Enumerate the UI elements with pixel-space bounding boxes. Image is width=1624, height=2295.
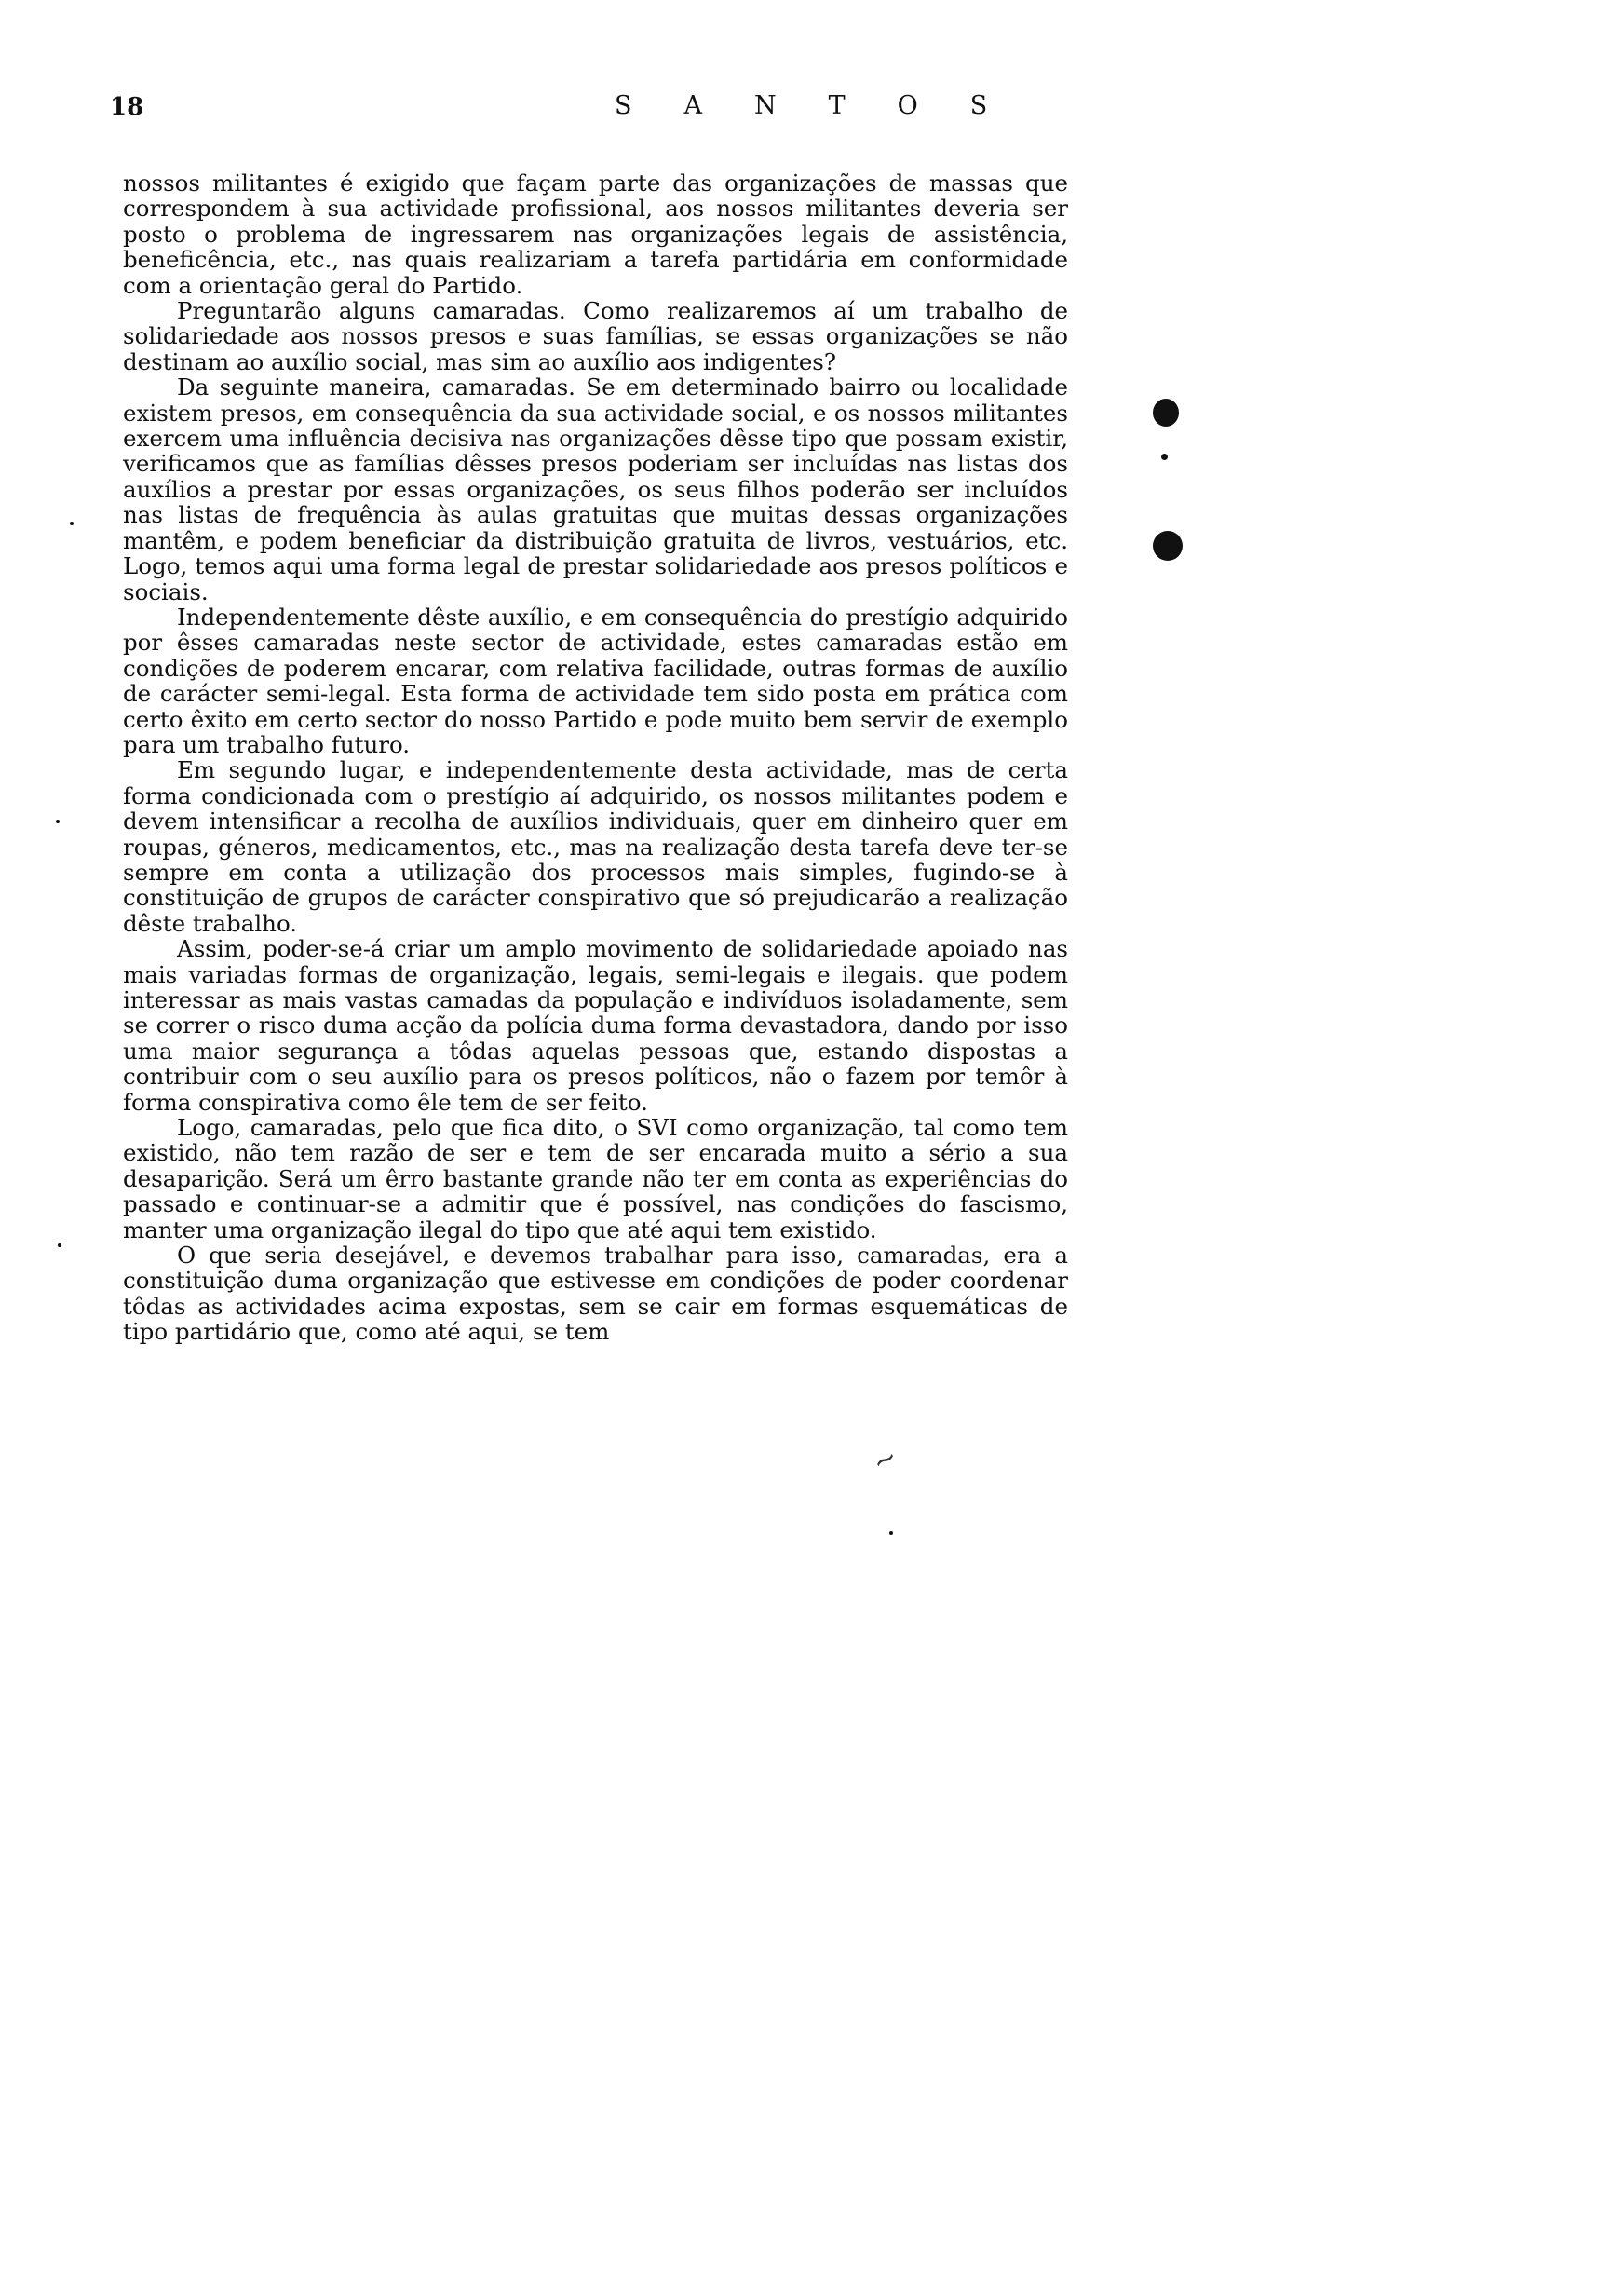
paragraph-7: Logo, camaradas, pelo que fica dito, o SVI como organização, tal como tem existido, não tem razão de ser e tem de ser encarada muito a sério a sua desaparição. Será um êrro bastante grande não ter em conta as experiências do passado e continuar-se a admitir que é possível, nas condições do fascismo, manter uma organização ilegal do tipo que até aqui tem existido. — [123, 1114, 1068, 1243]
ink-speck — [1161, 454, 1168, 460]
paragraph-1: nossos militantes é exigido que façam parte das organizações de massas que correspondem à sua actividade profissional, aos nossos militantes deveria ser posto o problema de ingressarem nas organizações legais de assistência, beneficência, etc., nas quais realizariam a tarefa partidária em conformidade com a orientação geral do Partido. — [123, 170, 1068, 299]
ink-speck — [70, 522, 74, 525]
page-number: 18 — [110, 93, 144, 121]
paragraph-4: Independentemente dêste auxílio, e em consequência do prestígio adquirido por êsses camaradas neste sector de actividade, estes camaradas estão em condições de poderem encarar, com relativa facilidade, outras formas de auxílio de carácter semi-legal. Esta forma de actividade tem sido posta em prática com certo êxito em certo sector do nosso Partido e pode muito bem servir de exemplo para um trabalho futuro. — [123, 603, 1068, 758]
ink-blot — [1153, 399, 1179, 427]
ink-speck — [56, 820, 60, 823]
ink-speck — [889, 1531, 893, 1535]
paragraph-5: Em segundo lugar, e independentemente desta actividade, mas de certa forma condicionada com o prestígio aí adquirido, os nossos militantes podem e devem intensificar a recolha de auxílios individuais, quer em dinheiro quer em roupas, géneros, medicamentos, etc., mas na realização desta tarefa deve ter-se sempre em conta a utilização dos processos mais simples, fugindo-se à constituição de grupos de carácter conspirativo que só prejudicarão a realização dêste trabalho. — [123, 756, 1068, 937]
running-head: SANTOS — [615, 91, 1040, 120]
paragraph-3: Da seguinte maneira, camaradas. Se em determinado bairro ou localidade existem presos, em consequência da sua actividade social, e os nossos militantes exercem uma influência decisiva nas organizações dêsse tipo que possam existir, verificamos que as famílias dêsses presos poderiam ser incluídas nas listas dos auxílios a prestar por essas organizações, os seus filhos poderão ser incluídos nas listas de frequência às aulas gratuitas que muitas dessas organizações mantêm, e podem beneficiar da distribuição gratuita de livros, vestuários, etc. Logo, temos aqui uma forma legal de prestar solidariedade aos presos políticos e sociais. — [123, 373, 1068, 605]
ink-speck — [58, 1243, 61, 1247]
body-text — [123, 170, 1068, 1345]
paragraph-6: Assim, poder-se-á criar um amplo movimento de solidariedade apoiado nas mais variadas formas de organização, legais, semi-legais e ilegais. que podem interessar as mais vastas camadas da população e indivíduos isoladamente, sem se correr o risco duma acção da polícia duma forma devastadora, dando por isso uma maior segurança a tôdas aquelas pessoas que, estando dispostas a contribuir com o seu auxílio para os presos políticos, não o fazem por temôr à forma conspirativa como êle tem de ser feito. — [123, 935, 1068, 1116]
paragraph-8: O que seria desejável, e devemos trabalhar para isso, camaradas, era a constituição duma organização que estivesse em condições de poder coordenar tôdas as actividades acima expostas, sem se cair em formas esquemáticas de tipo partidário que, como até aqui, se tem — [123, 1242, 1068, 1346]
paragraph-2: Preguntarão alguns camaradas. Como realizaremos aí um trabalho de solidariedade aos nossos presos e suas famílias, se essas organizações se não destinam ao auxílio social, mas sim ao auxílio aos indigentes? — [123, 297, 1068, 375]
pen-scribble: ~ — [867, 1440, 903, 1480]
ink-blot — [1153, 531, 1183, 561]
